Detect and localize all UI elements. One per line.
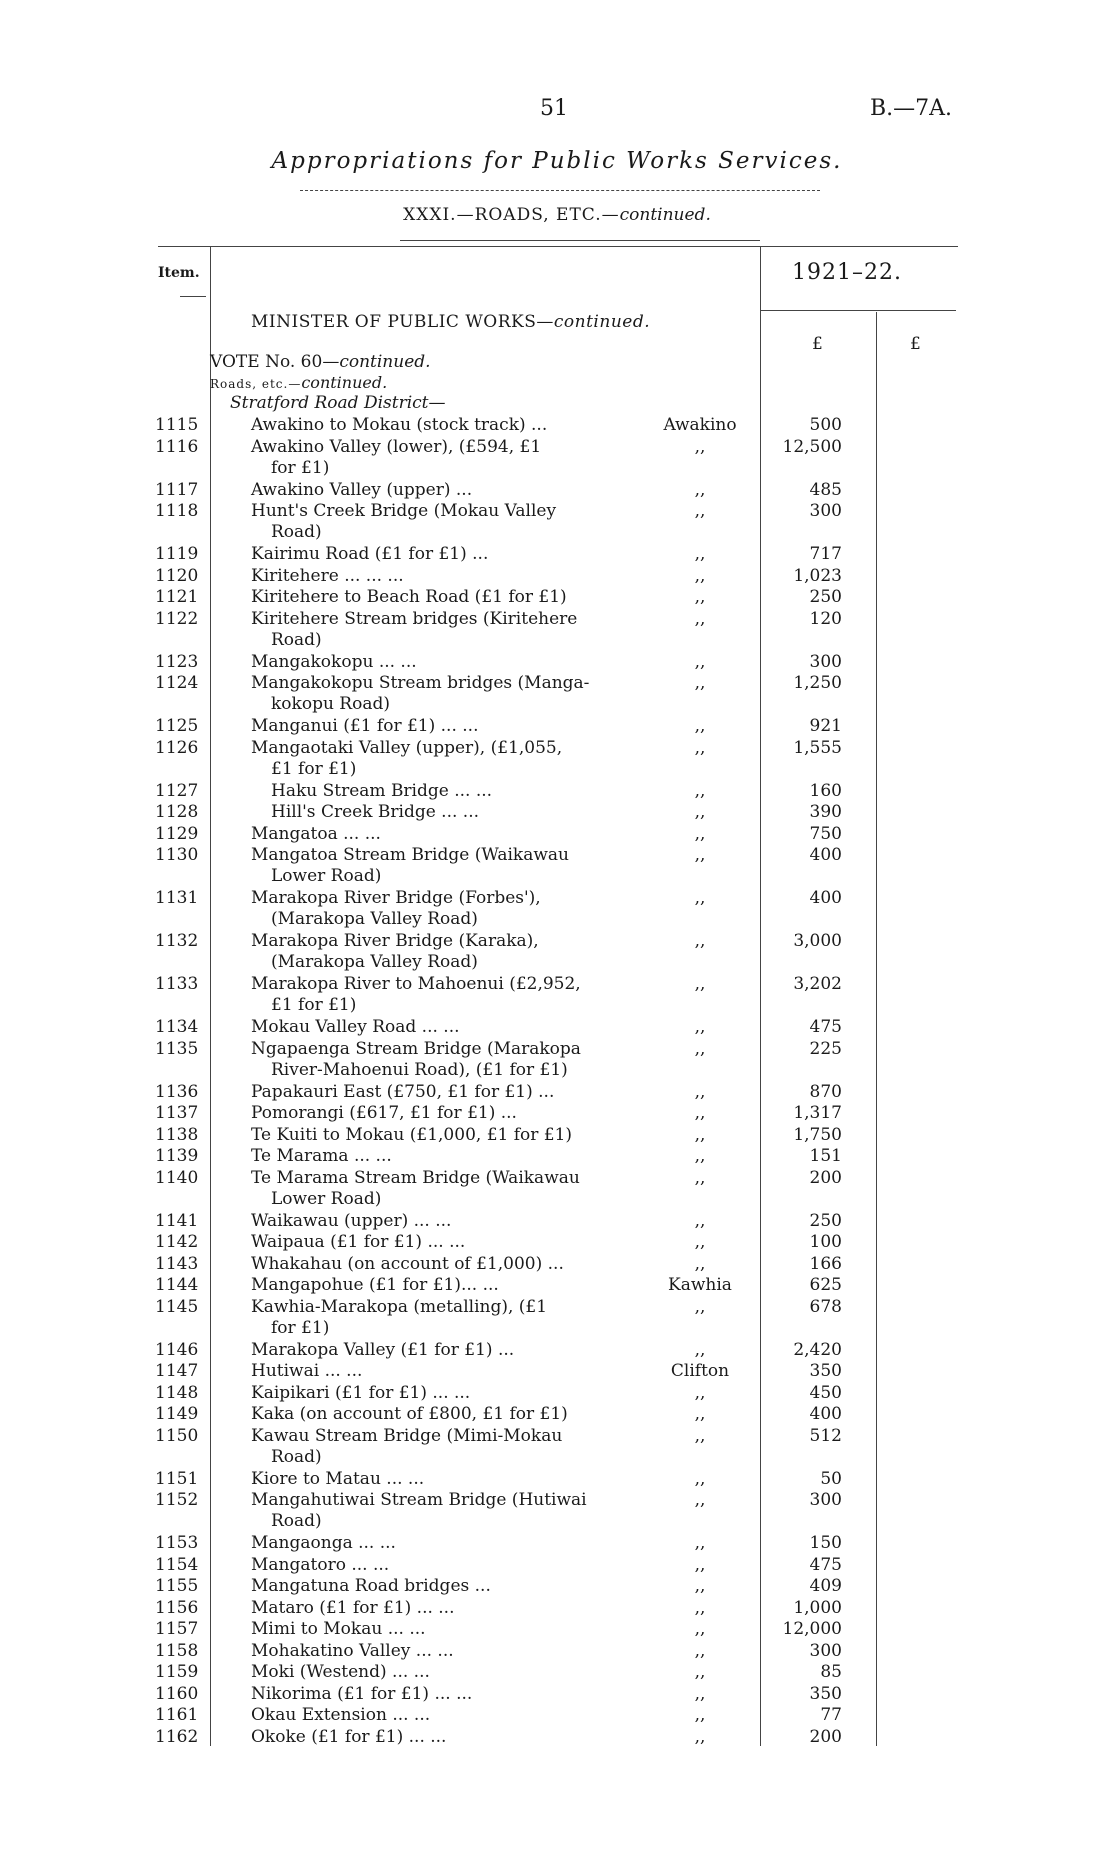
- item-description-text: Waipaua (£1 for £1) ... ...: [251, 1232, 466, 1252]
- title-rule: [300, 190, 820, 191]
- item-number: 1139: [155, 1146, 199, 1166]
- item-amount: 3,000: [793, 931, 842, 951]
- item-number: 1123: [155, 651, 199, 672]
- pound-header-1: £: [812, 334, 823, 354]
- item-amount: 475: [809, 1017, 842, 1037]
- item-amount: 400: [809, 1404, 842, 1424]
- item-description-text: Pomorangi (£617, £1 for £1) ...: [251, 1103, 517, 1123]
- item-description-text: Te Marama ... ...: [251, 1146, 392, 1166]
- item-location: ,,: [694, 651, 706, 672]
- item-location: ,,: [694, 737, 706, 758]
- item-description-text: Whakahau (on account of £1,000) ...: [251, 1253, 564, 1274]
- item-description-text: Kawhia-Marakopa (metalling), (£1: [251, 1296, 548, 1317]
- item-number: 1153: [155, 1533, 199, 1553]
- item-amount: 921: [809, 716, 842, 736]
- item-description: [251, 1662, 603, 1683]
- item-description: [251, 1576, 603, 1597]
- district-heading: Stratford Road District—: [230, 393, 446, 413]
- item-description: [251, 1017, 603, 1038]
- pound-header-2: £: [910, 334, 921, 354]
- item-description: [251, 1125, 603, 1146]
- item-description-continuation: Road): [271, 629, 322, 650]
- item-description-text: Marakopa River Bridge (Forbes'),: [251, 888, 541, 908]
- item-description-text: Marakopa Valley (£1 for £1) ...: [251, 1339, 515, 1360]
- item-description: [251, 587, 603, 608]
- item-amount: 1,250: [793, 673, 842, 693]
- item-number: 1147: [155, 1361, 199, 1381]
- item-description-continuation: Lower Road): [271, 1188, 382, 1209]
- item-location: ,,: [694, 1490, 706, 1510]
- item-description-continuation: (Marakopa Valley Road): [271, 909, 478, 929]
- item-amount: 150: [809, 1533, 842, 1553]
- item-number: 1158: [155, 1640, 199, 1661]
- item-amount: 200: [809, 1726, 842, 1747]
- item-description: [251, 1039, 603, 1081]
- item-description-text: Papakauri East (£750, £1 for £1) ...: [251, 1081, 555, 1102]
- item-number: 1145: [155, 1296, 199, 1317]
- item-location: ,,: [694, 931, 706, 951]
- item-description: [251, 716, 603, 737]
- section-heading: [0, 205, 1114, 225]
- item-description: [251, 566, 603, 587]
- item-description-text: Mimi to Mokau ... ...: [251, 1619, 426, 1639]
- item-amount: 225: [809, 1038, 842, 1059]
- item-number: 1151: [155, 1468, 199, 1489]
- item-location: ,,: [694, 1382, 706, 1403]
- item-description: [251, 888, 603, 930]
- item-location: ,,: [694, 673, 706, 693]
- item-number: 1122: [155, 608, 199, 629]
- item-description-text: Te Kuiti to Mokau (£1,000, £1 for £1): [251, 1124, 573, 1145]
- item-number: 1141: [155, 1210, 199, 1231]
- item-description-continuation: Road): [271, 1446, 322, 1467]
- item-column-rule: [210, 246, 211, 1746]
- item-description: [251, 1533, 603, 1554]
- item-description: [251, 1426, 603, 1468]
- item-amount: 77: [820, 1705, 842, 1725]
- item-description: [251, 781, 623, 802]
- item-amount: 1,750: [793, 1124, 842, 1145]
- item-description: [251, 1297, 603, 1339]
- item-description-continuation: for £1): [271, 457, 330, 478]
- item-description-text: Haku Stream Bridge ... ...: [271, 780, 493, 801]
- item-number: 1130: [155, 845, 199, 865]
- item-location: ,,: [694, 565, 706, 586]
- item-amount: 485: [809, 479, 842, 500]
- item-description: [251, 738, 603, 780]
- item-location: ,,: [694, 436, 706, 457]
- amount-column-rule: [876, 312, 877, 1746]
- item-description-text: Okoke (£1 for £1) ... ...: [251, 1726, 447, 1747]
- item-amount: 200: [809, 1167, 842, 1188]
- item-location: ,,: [694, 1103, 706, 1123]
- item-location: ,,: [694, 1210, 706, 1231]
- item-description-text: Kawau Stream Bridge (Mimi-Mokau: [251, 1425, 563, 1446]
- item-description: [251, 1404, 603, 1425]
- item-number: 1115: [155, 415, 199, 435]
- item-amount: 450: [809, 1382, 842, 1403]
- item-amount: 250: [809, 587, 842, 607]
- item-description-continuation: for £1): [271, 1317, 330, 1338]
- item-amount: 166: [809, 1253, 842, 1274]
- item-location: ,,: [694, 1576, 706, 1596]
- item-location: Kawhia: [668, 1275, 732, 1295]
- item-description-text: Kiritehere ... ... ...: [251, 565, 404, 586]
- item-description: [251, 1684, 603, 1705]
- item-location: ,,: [694, 1662, 706, 1682]
- item-number: 1161: [155, 1705, 199, 1725]
- item-amount: 475: [809, 1554, 842, 1575]
- item-description-text: Mangapohue (£1 for £1)... ...: [251, 1275, 499, 1295]
- item-number: 1160: [155, 1683, 199, 1704]
- item-description-continuation: Road): [271, 1511, 322, 1531]
- item-location: ,,: [694, 1597, 706, 1618]
- item-number: 1144: [155, 1275, 199, 1295]
- item-description: [251, 974, 603, 1016]
- item-number: 1149: [155, 1404, 199, 1424]
- item-description-text: Mangakokopu ... ...: [251, 651, 417, 672]
- item-amount: 2,420: [793, 1339, 842, 1360]
- item-location: ,,: [694, 716, 706, 736]
- item-number: 1125: [155, 716, 199, 736]
- item-description-text: Mangatuna Road bridges ...: [251, 1576, 491, 1596]
- item-description: [251, 1275, 603, 1296]
- item-description: [251, 1555, 603, 1576]
- item-amount: 1,317: [793, 1103, 842, 1123]
- item-location: ,,: [694, 608, 706, 629]
- item-description: [251, 845, 603, 887]
- vote-heading: [210, 352, 431, 372]
- table-top-rule: [158, 246, 958, 247]
- item-amount: 85: [820, 1662, 842, 1682]
- item-number: 1117: [155, 479, 199, 500]
- item-description-continuation: Lower Road): [271, 866, 382, 886]
- item-description-text: Manganui (£1 for £1) ... ...: [251, 716, 479, 736]
- item-number: 1142: [155, 1232, 199, 1252]
- item-description-text: Nikorima (£1 for £1) ... ...: [251, 1683, 473, 1704]
- item-description-continuation: £1 for £1): [271, 758, 357, 779]
- item-description: [251, 1383, 603, 1404]
- item-amount: 12,000: [782, 1619, 842, 1639]
- item-description-text: Mataro (£1 for £1) ... ...: [251, 1597, 455, 1618]
- item-amount: 870: [809, 1081, 842, 1102]
- item-description: [251, 437, 603, 479]
- item-description: [251, 609, 603, 651]
- year-column-header: 1921–22.: [792, 260, 902, 285]
- item-location: ,,: [694, 1554, 706, 1575]
- item-description: [251, 652, 603, 673]
- item-amount: 625: [809, 1275, 842, 1295]
- item-location: ,,: [694, 1425, 706, 1446]
- item-location: Awakino: [663, 415, 737, 435]
- location-column-rule: [760, 246, 761, 1746]
- item-location: ,,: [694, 501, 706, 521]
- item-number: 1156: [155, 1597, 199, 1618]
- item-description: [251, 802, 623, 823]
- item-amount: 512: [809, 1425, 842, 1446]
- item-description: [251, 1211, 603, 1232]
- item-number: 1118: [155, 501, 199, 521]
- item-number: 1124: [155, 673, 199, 693]
- item-number: 1119: [155, 544, 199, 564]
- item-column-header: Item.: [158, 265, 200, 281]
- item-description-text: Kaipikari (£1 for £1) ... ...: [251, 1382, 471, 1403]
- item-description-text: Waikawau (upper) ... ...: [251, 1210, 452, 1231]
- item-number: 1121: [155, 587, 199, 607]
- item-location: ,,: [694, 1404, 706, 1424]
- item-description: [251, 1727, 603, 1748]
- item-number: 1126: [155, 737, 199, 758]
- item-location: ,,: [694, 888, 706, 908]
- roads-heading-cont: continued.: [301, 373, 388, 392]
- item-description-text: Marakopa River to Mahoenui (£2,952,: [251, 974, 581, 994]
- page-title: Appropriations for Public Works Services.: [271, 148, 843, 174]
- item-description-text: Mokau Valley Road ... ...: [251, 1017, 460, 1037]
- item-description: [251, 415, 603, 436]
- item-description-text: Mangaotaki Valley (upper), (£1,055,: [251, 737, 563, 758]
- item-location: ,,: [694, 1232, 706, 1252]
- item-description-text: Hutiwai ... ...: [251, 1361, 363, 1381]
- item-header-underline: [180, 296, 206, 297]
- item-number: 1152: [155, 1490, 199, 1510]
- item-location: ,,: [694, 1296, 706, 1317]
- item-number: 1140: [155, 1167, 199, 1188]
- item-location: ,,: [694, 1038, 706, 1059]
- item-number: 1131: [155, 888, 199, 908]
- item-number: 1134: [155, 1017, 199, 1037]
- item-amount: 250: [809, 1210, 842, 1231]
- item-number: 1157: [155, 1619, 199, 1639]
- item-location: ,,: [694, 1081, 706, 1102]
- item-number: 1148: [155, 1382, 199, 1403]
- item-amount: 678: [809, 1296, 842, 1317]
- item-location: Clifton: [670, 1361, 730, 1381]
- item-description-text: Okau Extension ... ...: [251, 1705, 431, 1725]
- page-code: B.—7A.: [870, 96, 953, 121]
- item-number: 1143: [155, 1253, 199, 1274]
- item-number: 1136: [155, 1081, 199, 1102]
- item-number: 1133: [155, 974, 199, 994]
- item-number: 1132: [155, 931, 199, 951]
- item-amount: 151: [809, 1146, 842, 1166]
- item-description: [251, 931, 603, 973]
- item-description: [251, 1641, 603, 1662]
- ministry-heading-main: MINISTER OF PUBLIC WORKS—: [251, 312, 554, 332]
- item-location: ,,: [694, 1017, 706, 1037]
- item-location: ,,: [694, 1146, 706, 1166]
- item-description: [251, 1705, 603, 1726]
- item-description-text: Ngapaenga Stream Bridge (Marakopa: [251, 1038, 581, 1059]
- item-description-text: Awakino Valley (upper) ...: [251, 479, 473, 500]
- item-location: ,,: [694, 1705, 706, 1725]
- item-description: [251, 1254, 603, 1275]
- item-number: 1138: [155, 1124, 199, 1145]
- item-location: ,,: [694, 1167, 706, 1188]
- item-amount: 350: [809, 1361, 842, 1381]
- item-amount: 1,023: [793, 565, 842, 586]
- item-description-text: Mohakatino Valley ... ...: [251, 1640, 454, 1661]
- item-description: [251, 1082, 603, 1103]
- item-number: 1146: [155, 1339, 199, 1360]
- item-description: [251, 1469, 603, 1490]
- item-description: [251, 1598, 603, 1619]
- year-header-underline: [760, 310, 956, 311]
- item-amount: 50: [820, 1468, 842, 1489]
- item-number: 1135: [155, 1038, 199, 1059]
- item-description: [251, 1619, 603, 1640]
- item-number: 1150: [155, 1425, 199, 1446]
- item-description: [251, 1146, 603, 1167]
- item-number: 1129: [155, 823, 199, 844]
- item-amount: 120: [809, 608, 842, 629]
- item-description-text: Hill's Creek Bridge ... ...: [271, 802, 480, 822]
- item-location: ,,: [694, 1640, 706, 1661]
- item-amount: 409: [809, 1576, 842, 1596]
- item-amount: 100: [809, 1232, 842, 1252]
- item-amount: 1,000: [793, 1597, 842, 1618]
- section-heading-cont: continued.: [619, 205, 711, 225]
- item-number: 1159: [155, 1662, 199, 1682]
- section-heading-main: XXXI.—ROADS, ETC.—: [403, 205, 620, 225]
- item-number: 1120: [155, 565, 199, 586]
- item-description-continuation: Road): [271, 522, 322, 542]
- item-description-text: Awakino to Mokau (stock track) ...: [251, 415, 548, 435]
- item-number: 1154: [155, 1554, 199, 1575]
- item-location: ,,: [694, 479, 706, 500]
- item-description: [251, 1490, 603, 1532]
- item-description-continuation: River-Mahoenui Road), (£1 for £1): [271, 1059, 568, 1080]
- item-number: 1127: [155, 780, 199, 801]
- item-number: 1162: [155, 1726, 199, 1747]
- item-number: 1137: [155, 1103, 199, 1123]
- vote-heading-main: VOTE No. 60—: [210, 352, 340, 372]
- item-location: ,,: [694, 1533, 706, 1553]
- item-amount: 400: [809, 888, 842, 908]
- item-amount: 300: [809, 1640, 842, 1661]
- item-description-text: Mangakokopu Stream bridges (Manga-: [251, 673, 590, 693]
- item-location: ,,: [694, 1339, 706, 1360]
- item-amount: 717: [809, 544, 842, 564]
- item-location: ,,: [694, 1683, 706, 1704]
- item-location: ,,: [694, 845, 706, 865]
- item-amount: 300: [809, 651, 842, 672]
- item-description: [251, 501, 603, 543]
- item-amount: 300: [809, 501, 842, 521]
- roads-heading-main: Roads, etc.—: [210, 377, 302, 391]
- item-location: ,,: [694, 587, 706, 607]
- item-description-text: Mangaonga ... ...: [251, 1533, 396, 1553]
- item-location: ,,: [694, 1124, 706, 1145]
- item-description-continuation: kokopu Road): [271, 694, 390, 714]
- item-location: ,,: [694, 1468, 706, 1489]
- item-number: 1155: [155, 1576, 199, 1596]
- ministry-heading-cont: continued.: [553, 312, 651, 332]
- item-location: ,,: [694, 780, 706, 801]
- item-number: 1128: [155, 802, 199, 822]
- item-amount: 350: [809, 1683, 842, 1704]
- item-location: ,,: [694, 823, 706, 844]
- item-description-text: Mangatoa ... ...: [251, 823, 381, 844]
- item-amount: 1,555: [793, 737, 842, 758]
- item-description: [251, 1168, 603, 1210]
- item-description-text: Moki (Westend) ... ...: [251, 1662, 430, 1682]
- item-amount: 12,500: [782, 436, 842, 457]
- item-description-text: Kairimu Road (£1 for £1) ...: [251, 544, 489, 564]
- item-description: [251, 1340, 603, 1361]
- item-description: [251, 1103, 603, 1124]
- item-location: ,,: [694, 544, 706, 564]
- item-location: ,,: [694, 802, 706, 822]
- item-description: [251, 673, 603, 715]
- item-amount: 400: [809, 845, 842, 865]
- item-description: [251, 544, 603, 565]
- item-number: 1116: [155, 436, 199, 457]
- section-rule: [400, 240, 760, 241]
- item-amount: 3,202: [793, 974, 842, 994]
- page-number: 51: [540, 96, 568, 121]
- item-description-continuation: £1 for £1): [271, 995, 357, 1015]
- item-description-text: Kaka (on account of £800, £1 for £1): [251, 1404, 568, 1424]
- item-amount: 500: [809, 415, 842, 435]
- item-description-text: Hunt's Creek Bridge (Mokau Valley: [251, 501, 557, 521]
- item-description-text: Mangahutiwai Stream Bridge (Hutiwai: [251, 1490, 587, 1510]
- item-amount: 750: [809, 823, 842, 844]
- item-description-text: Mangatoro ... ...: [251, 1554, 390, 1575]
- roads-heading: [210, 373, 387, 392]
- item-amount: 390: [809, 802, 842, 822]
- item-location: ,,: [694, 1253, 706, 1274]
- item-description: [251, 1232, 603, 1253]
- item-description-text: Mangatoa Stream Bridge (Waikawau: [251, 845, 569, 865]
- item-description-text: Marakopa River Bridge (Karaka),: [251, 931, 539, 951]
- vote-heading-cont: continued.: [339, 352, 431, 372]
- item-location: ,,: [694, 1726, 706, 1747]
- item-description: [251, 480, 603, 501]
- ministry-heading: [251, 312, 650, 332]
- item-description-text: Te Marama Stream Bridge (Waikawau: [251, 1167, 580, 1188]
- item-description-text: Kiritehere to Beach Road (£1 for £1): [251, 587, 567, 607]
- item-amount: 300: [809, 1490, 842, 1510]
- item-location: ,,: [694, 974, 706, 994]
- item-amount: 160: [809, 780, 842, 801]
- item-description-text: Kiritehere Stream bridges (Kiritehere: [251, 608, 578, 629]
- item-location: ,,: [694, 1619, 706, 1639]
- item-description-continuation: (Marakopa Valley Road): [271, 952, 478, 972]
- item-description-text: Awakino Valley (lower), (£594, £1: [251, 436, 542, 457]
- item-description-text: Kiore to Matau ... ...: [251, 1468, 425, 1489]
- item-description: [251, 824, 603, 845]
- item-description: [251, 1361, 603, 1382]
